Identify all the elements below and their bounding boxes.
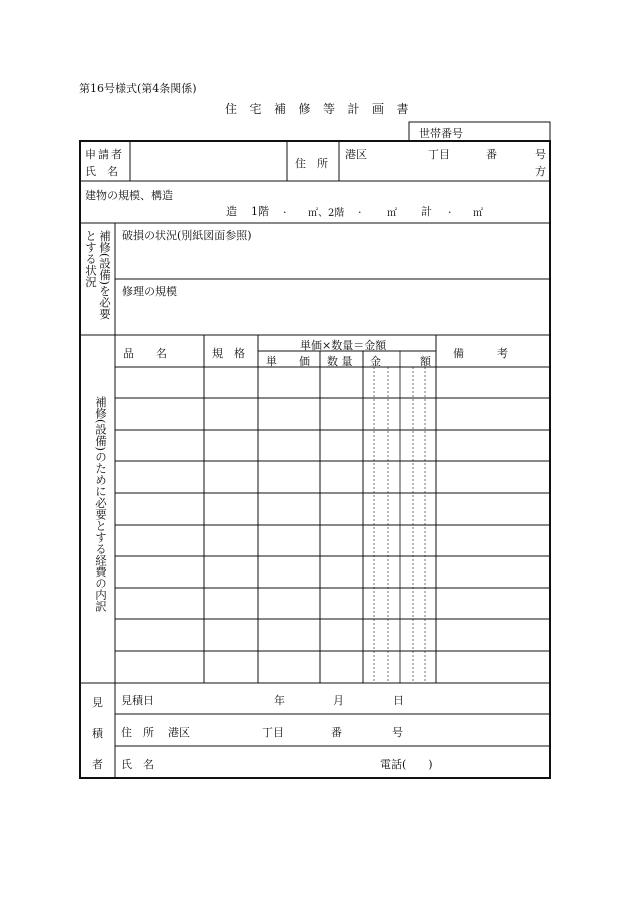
applicant-kata: 方 [535, 165, 546, 178]
col-amount-right-header: 額 [420, 355, 431, 368]
building-sqm2: ㎡ [387, 208, 397, 219]
estimator-side-char-2: 積 [92, 727, 103, 740]
cost-row[interactable] [116, 557, 549, 587]
cost-row[interactable] [116, 589, 549, 618]
applicant-go: 号 [535, 148, 546, 161]
building-sqm3: ㎡ [473, 208, 483, 219]
estimator-ban: 番 [331, 726, 342, 739]
col-amount-left-header: 金 [370, 355, 381, 368]
repair-scope-label: 修理の規模 [122, 285, 177, 298]
building-zo: 造 [226, 205, 237, 218]
cost-row[interactable] [116, 431, 549, 460]
estimate-date-field[interactable] [170, 686, 410, 712]
col-spec-header: 規 格 [212, 347, 245, 360]
repair-scope-field[interactable] [116, 298, 549, 334]
applicant-ban: 番 [486, 148, 497, 161]
estimate-day: 日 [393, 694, 404, 707]
household-number-field[interactable] [470, 123, 549, 140]
applicant-address-field[interactable] [368, 142, 528, 180]
col-unit-price-header: 単 価 [266, 355, 310, 368]
building-dot2: . [358, 203, 362, 216]
estimator-name-field[interactable] [165, 749, 365, 775]
building-floor1: 1階 [251, 205, 269, 218]
cost-side-label: 補修(設備)のために必要とする経費の内訳 [94, 396, 108, 612]
building-total: 計 [421, 205, 432, 218]
col-qty-header: 数 量 [327, 355, 353, 368]
building-floor2: ㎡、2階 [308, 208, 345, 219]
cost-row[interactable] [116, 399, 549, 429]
estimator-side-char-3: 者 [92, 758, 103, 771]
estimator-ward: 港区 [168, 726, 190, 739]
estimator-side-char-1: 見 [92, 696, 103, 709]
applicant-ward: 港区 [345, 148, 367, 161]
cost-row[interactable] [116, 494, 549, 524]
cost-row[interactable] [116, 462, 549, 492]
form-number: 第16号様式(第4条関係) [79, 82, 197, 95]
damage-field[interactable] [116, 242, 549, 278]
estimator-chome: 丁目 [262, 726, 284, 739]
applicant-address-label: 住 所 [295, 157, 328, 170]
cost-row[interactable] [116, 620, 549, 650]
cost-row[interactable] [116, 652, 549, 682]
building-dot3: . [448, 203, 452, 216]
applicant-name-field[interactable] [131, 142, 286, 180]
cost-row[interactable] [116, 368, 549, 397]
damage-label: 破損の状況(別紙図面参照) [122, 229, 252, 242]
cost-row[interactable] [116, 526, 549, 555]
estimator-go: 号 [392, 726, 403, 739]
applicant-chome: 丁目 [428, 148, 450, 161]
building-label: 建物の規模、構造 [85, 189, 173, 202]
household-number-label: 世帯番号 [419, 127, 463, 140]
col-formula-header: 単価×数量＝金額 [300, 339, 387, 352]
estimate-year: 年 [274, 694, 285, 707]
applicant-label: 申請者 [85, 148, 124, 161]
estimator-phone-label: 電話( ) [380, 758, 433, 771]
applicant-name-label: 氏 名 [85, 165, 118, 178]
estimator-name-label: 氏 名 [121, 758, 154, 771]
estimate-month: 月 [333, 694, 344, 707]
col-item-header: 品 名 [123, 347, 167, 360]
estimate-date-label: 見積日 [121, 694, 154, 707]
page-title: 住宅補修等計画書 [225, 102, 422, 116]
estimator-address-label: 住 所 [121, 726, 154, 739]
estimator-address-field[interactable] [190, 717, 410, 743]
repair-situation-side-label: 補修(設備)を必要とする状況 [84, 230, 112, 320]
building-dot1: . [283, 203, 287, 216]
col-remarks-header: 備 考 [453, 347, 508, 360]
